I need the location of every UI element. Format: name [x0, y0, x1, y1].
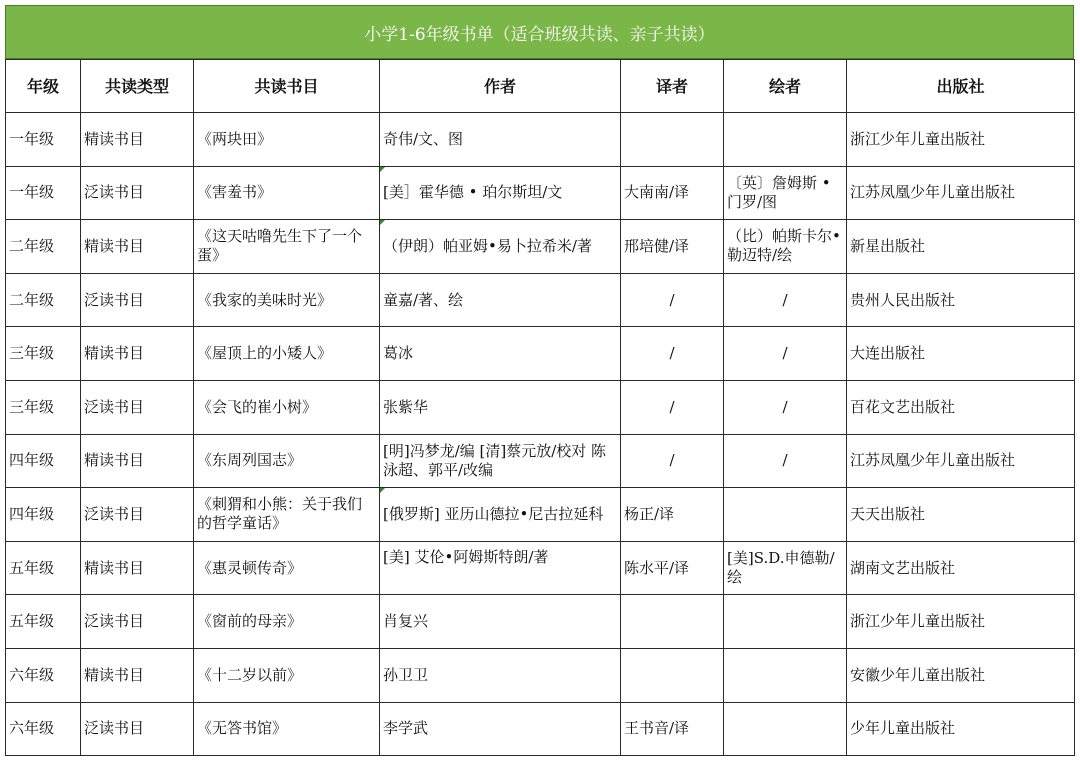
cell-author: 奇伟/文、图	[380, 113, 621, 167]
cell-author: 李学武	[380, 702, 621, 756]
cell-publisher: 湖南文艺出版社	[847, 541, 1075, 595]
cell-type: 精读书目	[81, 327, 194, 381]
table-row	[6, 113, 1075, 167]
table-row	[6, 434, 1075, 488]
cell-translator: 王书音/译	[621, 702, 724, 756]
cell-translator: /	[621, 434, 724, 488]
cell-book: 《两块田》	[194, 113, 380, 167]
cell-grade: 六年级	[6, 648, 81, 702]
header-row	[6, 60, 1075, 113]
book-table	[5, 59, 1075, 756]
cell-author: 葛冰	[380, 327, 621, 381]
cell-translator	[621, 648, 724, 702]
cell-publisher: 安徽少年儿童出版社	[847, 648, 1075, 702]
cell-type: 精读书目	[81, 113, 194, 167]
cell-translator: /	[621, 380, 724, 434]
table-row	[6, 327, 1075, 381]
cell-book: 《刺猬和小熊：关于我们的哲学童话》	[194, 488, 380, 542]
cell-author: [美］霍华德 • 珀尔斯坦/文	[380, 166, 621, 220]
cell-illustrator: /	[724, 380, 847, 434]
col-header-publisher: 出版社	[847, 60, 1075, 113]
cell-publisher: 江苏凤凰少年儿童出版社	[847, 166, 1075, 220]
cell-translator: /	[621, 327, 724, 381]
cell-type: 泛读书目	[81, 273, 194, 327]
cell-type: 精读书目	[81, 434, 194, 488]
cell-illustrator: /	[724, 273, 847, 327]
cell-illustrator: [美]S.D.申德勒/绘	[724, 541, 847, 595]
cell-type: 泛读书目	[81, 166, 194, 220]
col-header-grade: 年级	[6, 60, 81, 113]
cell-grade: 五年级	[6, 541, 81, 595]
cell-type: 精读书目	[81, 648, 194, 702]
sheet-title: 小学1-6年级书单（适合班级共读、亲子共读）	[5, 5, 1074, 59]
cell-type: 精读书目	[81, 541, 194, 595]
cell-publisher: 江苏凤凰少年儿童出版社	[847, 434, 1075, 488]
cell-book: 《无答书馆》	[194, 702, 380, 756]
cell-translator: 大南南/译	[621, 166, 724, 220]
table-row	[6, 166, 1075, 220]
cell-book: 《这天咕噜先生下了一个蛋》	[194, 220, 380, 274]
cell-author: 童嘉/著、绘	[380, 273, 621, 327]
cell-grade: 四年级	[6, 488, 81, 542]
col-header-author: 作者	[380, 60, 621, 113]
cell-translator: 陈水平/译	[621, 541, 724, 595]
cell-book: 《屋顶上的小矮人》	[194, 327, 380, 381]
col-header-illustrator: 绘者	[724, 60, 847, 113]
table-row	[6, 273, 1075, 327]
cell-grade: 一年级	[6, 166, 81, 220]
cell-author: （伊朗）帕亚姆•易卜拉希米/著	[380, 220, 621, 274]
cell-book: 《惠灵顿传奇》	[194, 541, 380, 595]
cell-book: 《我家的美味时光》	[194, 273, 380, 327]
cell-book: 《十二岁以前》	[194, 648, 380, 702]
cell-translator: 邢培健/译	[621, 220, 724, 274]
cell-author: [俄罗斯] 亚历山德拉•尼古拉延科	[380, 488, 621, 542]
cell-author: [美] 艾伦•阿姆斯特朗/著	[380, 541, 621, 595]
table-row	[6, 702, 1075, 756]
cell-illustrator	[724, 113, 847, 167]
cell-publisher: 大连出版社	[847, 327, 1075, 381]
cell-publisher: 浙江少年儿童出版社	[847, 113, 1075, 167]
cell-grade: 四年级	[6, 434, 81, 488]
cell-grade: 六年级	[6, 702, 81, 756]
cell-book: 《会飞的崔小树》	[194, 380, 380, 434]
cell-type: 精读书目	[81, 220, 194, 274]
cell-publisher: 贵州人民出版社	[847, 273, 1075, 327]
cell-author: 张紫华	[380, 380, 621, 434]
cell-grade: 五年级	[6, 595, 81, 649]
col-header-book: 共读书目	[194, 60, 380, 113]
cell-illustrator	[724, 488, 847, 542]
cell-publisher: 百花文艺出版社	[847, 380, 1075, 434]
table-row	[6, 220, 1075, 274]
table-row	[6, 488, 1075, 542]
cell-grade: 三年级	[6, 327, 81, 381]
table-row	[6, 595, 1075, 649]
cell-illustrator: /	[724, 434, 847, 488]
cell-author: [明]冯梦龙/编 [清]蔡元放/校对 陈泳超、郭平/改编	[380, 434, 621, 488]
cell-book: 《害羞书》	[194, 166, 380, 220]
cell-illustrator: 〔英〕詹姆斯 • 门罗/图	[724, 166, 847, 220]
table-row	[6, 541, 1075, 595]
cell-publisher: 新星出版社	[847, 220, 1075, 274]
cell-type: 泛读书目	[81, 380, 194, 434]
cell-illustrator: （比）帕斯卡尔•勒迈特/绘	[724, 220, 847, 274]
cell-illustrator: /	[724, 327, 847, 381]
cell-translator	[621, 113, 724, 167]
cell-author: 孙卫卫	[380, 648, 621, 702]
cell-publisher: 少年儿童出版社	[847, 702, 1075, 756]
cell-translator: 杨正/译	[621, 488, 724, 542]
cell-illustrator	[724, 595, 847, 649]
cell-publisher: 浙江少年儿童出版社	[847, 595, 1075, 649]
table-row	[6, 380, 1075, 434]
cell-grade: 三年级	[6, 380, 81, 434]
cell-illustrator	[724, 648, 847, 702]
cell-grade: 二年级	[6, 220, 81, 274]
cell-book: 《东周列国志》	[194, 434, 380, 488]
book-list-sheet	[5, 5, 1074, 756]
cell-publisher: 天天出版社	[847, 488, 1075, 542]
cell-grade: 一年级	[6, 113, 81, 167]
cell-type: 泛读书目	[81, 702, 194, 756]
cell-grade: 二年级	[6, 273, 81, 327]
cell-translator	[621, 595, 724, 649]
cell-author: 肖复兴	[380, 595, 621, 649]
cell-translator: /	[621, 273, 724, 327]
table-row	[6, 648, 1075, 702]
cell-type: 泛读书目	[81, 488, 194, 542]
col-header-type: 共读类型	[81, 60, 194, 113]
cell-illustrator	[724, 702, 847, 756]
cell-type: 泛读书目	[81, 595, 194, 649]
cell-book: 《窗前的母亲》	[194, 595, 380, 649]
col-header-translator: 译者	[621, 60, 724, 113]
